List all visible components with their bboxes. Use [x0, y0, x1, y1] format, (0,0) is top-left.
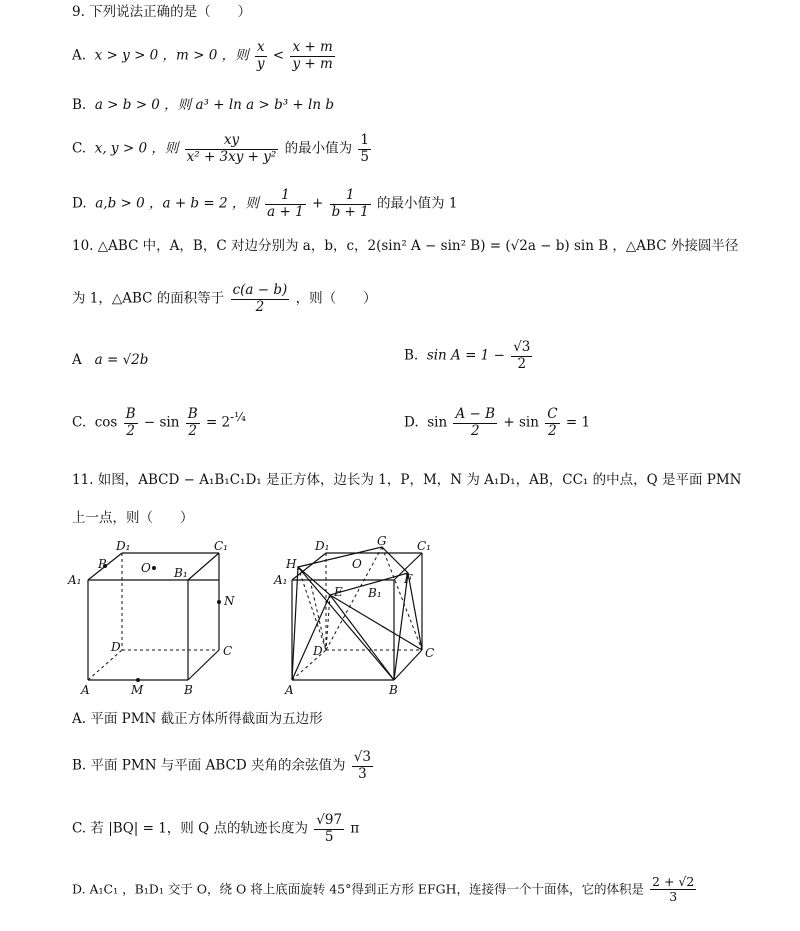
- label-e: E: [334, 585, 343, 599]
- q9-option-a: A. x > y > 0 ，m > 0 ，则 $\frac{x}{y}$ < $\frac{x + m}{y + m}$: [72, 39, 333, 72]
- q9-a-frac1: $\frac{x}{y}$: [256, 39, 265, 72]
- q11-stem-line1: 11. 如图，ABCD − A₁B₁C₁D₁ 是正方体，边长为 1，P，M，N 为 A₁D₁，AB，CC₁ 的中点，Q 是平面 PMN: [72, 472, 742, 488]
- q9-d-frac1: $\frac{1}{a + 1}$: [267, 187, 304, 220]
- q10-stem-line2: 为 1，△ABC 的面积等于 $\frac{c(a - b)}{2}$ ，则（ ）: [72, 282, 377, 315]
- label-a1: A₁: [68, 573, 82, 587]
- cube-figure: [64, 535, 254, 700]
- q9-c-value: $\frac{1}{5}$: [360, 132, 370, 165]
- q11-option-d: D. A₁C₁ ，B₁D₁ 交于 O，绕 O 将上底面旋转 45°得到正方形 EFGH，连接得一个十面体，它的体积是 $\frac{2 + √2}{3}$: [72, 874, 695, 905]
- label-g: G: [377, 535, 387, 548]
- label-b: B: [389, 683, 398, 697]
- q9-option-d: D. a,b > 0 ，a + b = 2 ，则 $\frac{1}{a + 1}$ + $\frac{1}{b + 1}$ 的最小值为 1: [72, 187, 458, 220]
- label-d: D: [111, 640, 121, 654]
- point-n: [217, 600, 221, 604]
- label-d1: D₁: [315, 539, 330, 553]
- q11-option-a: A. 平面 PMN 截正方体所得截面为五边形: [72, 711, 323, 727]
- q10-area-frac: $\frac{c(a - b)}{2}$: [232, 282, 288, 315]
- q11-d-frac: $\frac{2 + √2}{3}$: [652, 874, 695, 905]
- q10-stem-line1: 10. △ABC 中，A，B，C 对边分别为 a，b，c，2(sin² A − sin² B) = (√2a − b) sin B ，△ABC 外接圆半径: [72, 238, 739, 254]
- label-m: M: [131, 683, 144, 697]
- q9-option-c: C. x, y > 0 ，则 $\frac{xy}{\text{x² + 3xy + y²}}$ 的最小值为 $\frac{1}{5}$: [72, 132, 370, 165]
- label-d1: D₁: [116, 539, 131, 553]
- point-m: [136, 678, 140, 682]
- q10-b-frac: $\frac{√3}{2}$: [513, 339, 531, 372]
- q9-stem: 9. 下列说法正确的是（ ）: [72, 4, 252, 20]
- label-a: A: [81, 683, 90, 697]
- label-f: F: [404, 572, 413, 586]
- label-b1: B₁: [368, 586, 382, 600]
- q11-stem-line2: 上一点，则（ ）: [72, 510, 194, 526]
- label-c: C: [223, 644, 233, 658]
- label-p: P: [98, 557, 107, 571]
- decahedron-figure: [270, 535, 445, 700]
- q9-c-frac: $\frac{xy}{\text{x² + 3xy + y²}}$: [186, 132, 277, 165]
- label-h: H: [286, 557, 297, 571]
- q10-option-b: B. sin A = 1 − $\frac{√3}{2}$: [404, 339, 531, 372]
- label-o: O: [141, 561, 151, 575]
- label-o: O: [352, 557, 362, 571]
- label-d: D: [313, 644, 323, 658]
- label-b: B: [184, 683, 193, 697]
- label-a1: A₁: [274, 573, 288, 587]
- q10-option-c: C. cos $\frac{B}{2}$ − sin $\frac{B}{2}$ = $2^{-\frac{1}{4}}$: [72, 406, 246, 439]
- q11-option-c: C. 若 |BQ| = 1，则 Q 点的轨迹长度为 $\frac{√97}{5}$ π: [72, 812, 360, 845]
- label-c1: C₁: [214, 539, 228, 553]
- q10-option-a: A a = √2b: [72, 352, 149, 368]
- label-c1: C₁: [417, 539, 431, 553]
- q11-b-frac: $\frac{√3}{3}$: [353, 749, 371, 782]
- q11-c-frac: $\frac{√97}{5}$: [316, 812, 343, 845]
- label-b1: B₁: [174, 566, 188, 580]
- q9-d-frac2: $\frac{1}{b + 1}$: [331, 187, 369, 220]
- label-a: A: [285, 683, 294, 697]
- q10-option-d: D. sin $\frac{A - B}{2}$ + sin $\frac{C}{2}$ = 1: [404, 406, 591, 439]
- label-n: N: [224, 594, 235, 608]
- q11-option-b: B. 平面 PMN 与平面 ABCD 夹角的余弦值为 $\frac{√3}{3}$: [72, 749, 371, 782]
- q9-a-frac2: $\frac{x + m}{y + m}$: [292, 39, 333, 72]
- label-c: C: [425, 646, 435, 660]
- q9-option-b: B. a > b > 0 ，则 a³ + ln a > b³ + ln b: [72, 97, 334, 113]
- point-o: [152, 566, 156, 570]
